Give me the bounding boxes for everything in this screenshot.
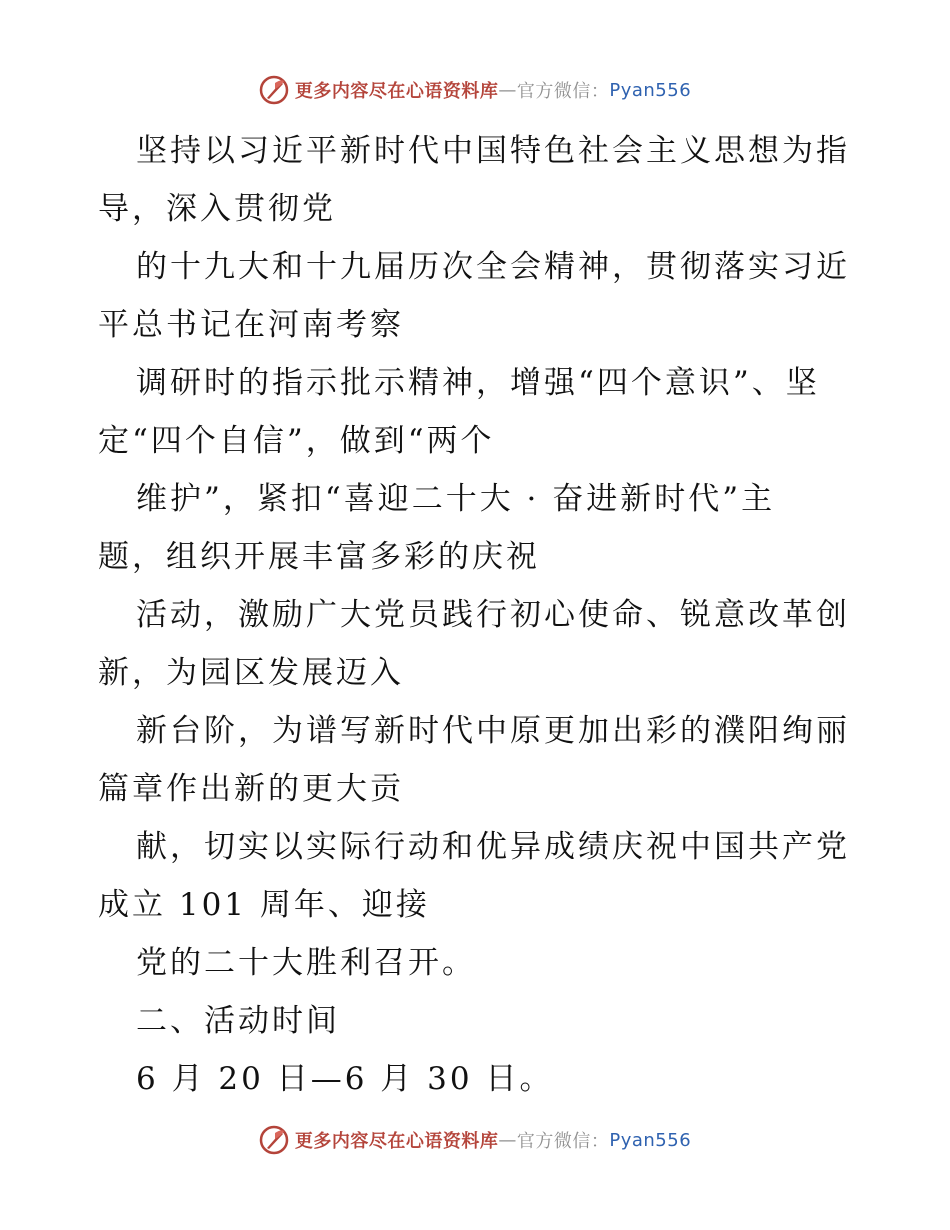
body-line: 成立 101 周年、迎接: [98, 887, 430, 923]
body-line: 平总书记在河南考察: [98, 307, 404, 343]
body-line: 献，切实以实际行动和优异成绩庆祝中国共产党: [136, 829, 850, 865]
watermark-prefix: 更多内容尽在心语资料库: [294, 1131, 499, 1152]
body-line: 新，为园区发展迈入: [98, 655, 404, 691]
body-line: 导，深入贯彻党: [98, 191, 336, 227]
watermark-wechat-id: Pyan556: [609, 79, 692, 101]
watermark-dash: —: [498, 79, 517, 101]
watermark-middle: 官方微信：: [516, 81, 610, 102]
watermark-wechat-id: Pyan556: [609, 1129, 692, 1151]
body-line: 的十九大和十九届历次全会精神，贯彻落实习近: [136, 249, 850, 285]
body-line: 活动，激励广大党员践行初心使命、锐意改革创: [136, 597, 850, 633]
body-line: 定“四个自信”，做到“两个: [98, 423, 495, 459]
body-line: 题，组织开展丰富多彩的庆祝: [98, 539, 540, 575]
body-line: 新台阶，为谱写新时代中原更加出彩的濮阳绚丽: [136, 713, 850, 749]
body-line: 党的二十大胜利召开。: [136, 945, 476, 981]
footer-watermark: [0, 1125, 950, 1155]
watermark-dash: —: [498, 1129, 517, 1151]
body-line: 坚持以习近平新时代中国特色社会主义思想为指: [136, 133, 850, 169]
feather-pen-logo-icon: [259, 75, 289, 105]
watermark-prefix: 更多内容尽在心语资料库: [294, 81, 499, 102]
header-watermark: [0, 75, 950, 105]
body-line: 调研时的指示批示精神，增强“四个意识”、坚: [136, 365, 820, 401]
body-line: 维护”，紧扣“喜迎二十大 · 奋进新时代”主: [136, 481, 776, 517]
activity-date-range: 6 月 20 日—6 月 30 日。: [136, 1061, 554, 1097]
document-body: [98, 122, 858, 1108]
section-heading: 二、活动时间: [136, 1003, 340, 1039]
body-line: 篇章作出新的更大贡: [98, 771, 404, 807]
feather-pen-logo-icon: [259, 1125, 289, 1155]
watermark-middle: 官方微信：: [516, 1131, 610, 1152]
